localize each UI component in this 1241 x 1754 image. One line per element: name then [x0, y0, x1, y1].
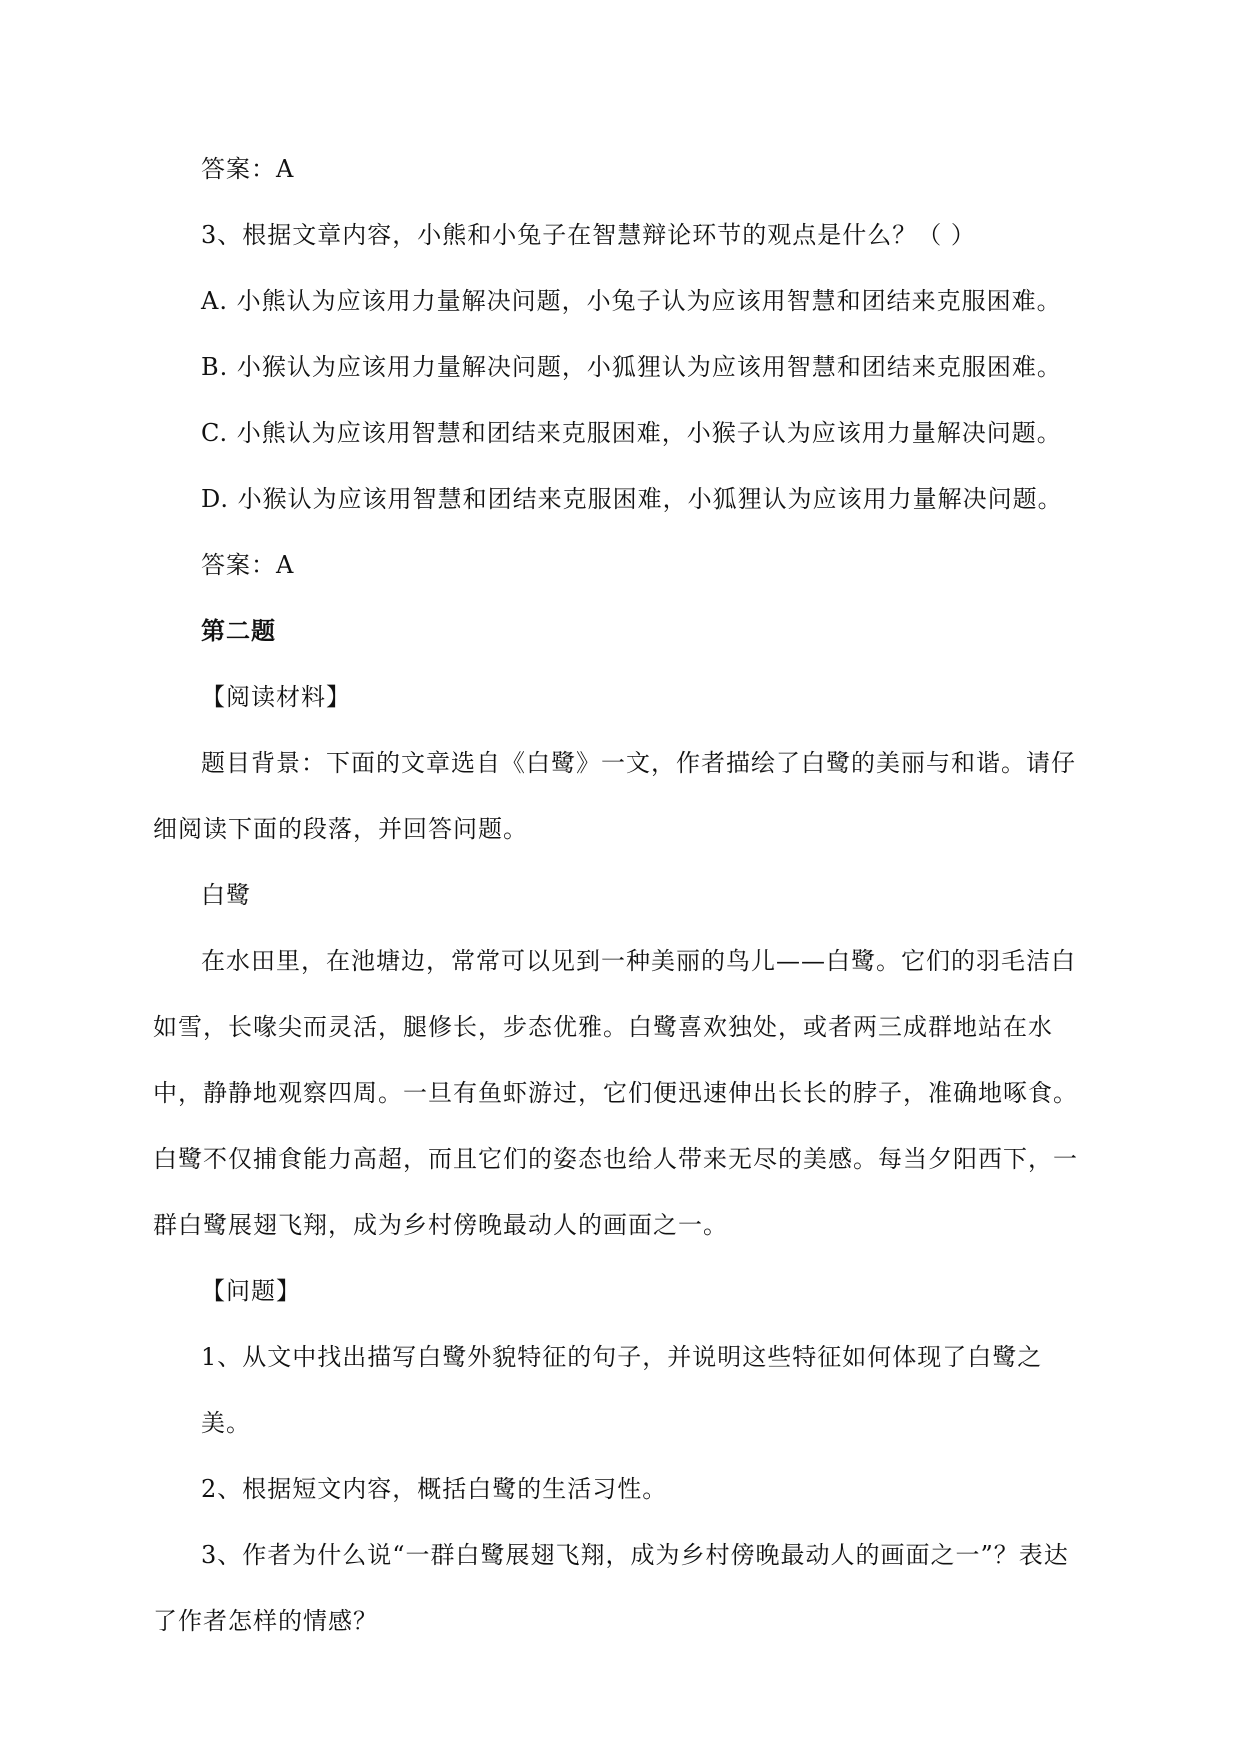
- question-item: 2、根据短文内容，概括白鹭的生活习性。: [201, 1475, 668, 1503]
- option-c: C. 小熊认为应该用智慧和团结来克服困难，小猴子认为应该用力量解决问题。: [201, 419, 1062, 447]
- option-a: A. 小熊认为应该用力量解决问题，小兔子认为应该用智慧和团结来克服困难。: [201, 287, 1062, 315]
- question-3-answer: 答案：A: [201, 551, 295, 579]
- question-item: 3、作者为什么说“一群白鹭展翅飞翔，成为乡村傍晚最动人的画面之一”？表达了作者怎样的情感？: [153, 1541, 1069, 1635]
- question-3: 3、根据文章内容，小熊和小兔子在智慧辩论环节的观点是什么？（ ）: [201, 221, 976, 249]
- previous-answer: 答案：A: [201, 155, 295, 183]
- option-b: B. 小猴认为应该用力量解决问题，小狐狸认为应该用智慧和团结来克服困难。: [201, 353, 1062, 381]
- material-label: 【阅读材料】: [201, 683, 351, 711]
- option-d: D. 小猴认为应该用智慧和团结来克服困难，小狐狸认为应该用力量解决问题。: [201, 485, 1063, 513]
- section-heading: 第二题: [201, 616, 276, 645]
- article-title: 白鹭: [201, 881, 251, 909]
- article-body: 在水田里，在池塘边，常常可以见到一种美丽的鸟儿——白鹭。它们的羽毛洁白如雪，长喙尖而灵活，腿修长，步态优雅。白鹭喜欢独处，或者两三成群地站在水中，静静地观察四周。一旦有鱼虾游过，它们便迅速伸出长长的脖子，准确地啄食。白鹭不仅捕食能力高超，而且它们的姿态也给人带来无尽的美感。每当夕阳西下，一群白鹭展翅飞翔，成为乡村傍晚最动人的画面之一。: [153, 947, 1078, 1239]
- question-item: 1、从文中找出描写白鹭外貌特征的句子，并说明这些特征如何体现了白鹭之美。: [201, 1343, 1043, 1437]
- questions-label: 【问题】: [201, 1277, 301, 1305]
- background-paragraph: 题目背景：下面的文章选自《白鹭》一文，作者描绘了白鹭的美丽与和谐。请仔细阅读下面的段落，并回答问题。: [153, 749, 1076, 843]
- document-content: [153, 136, 1091, 1654]
